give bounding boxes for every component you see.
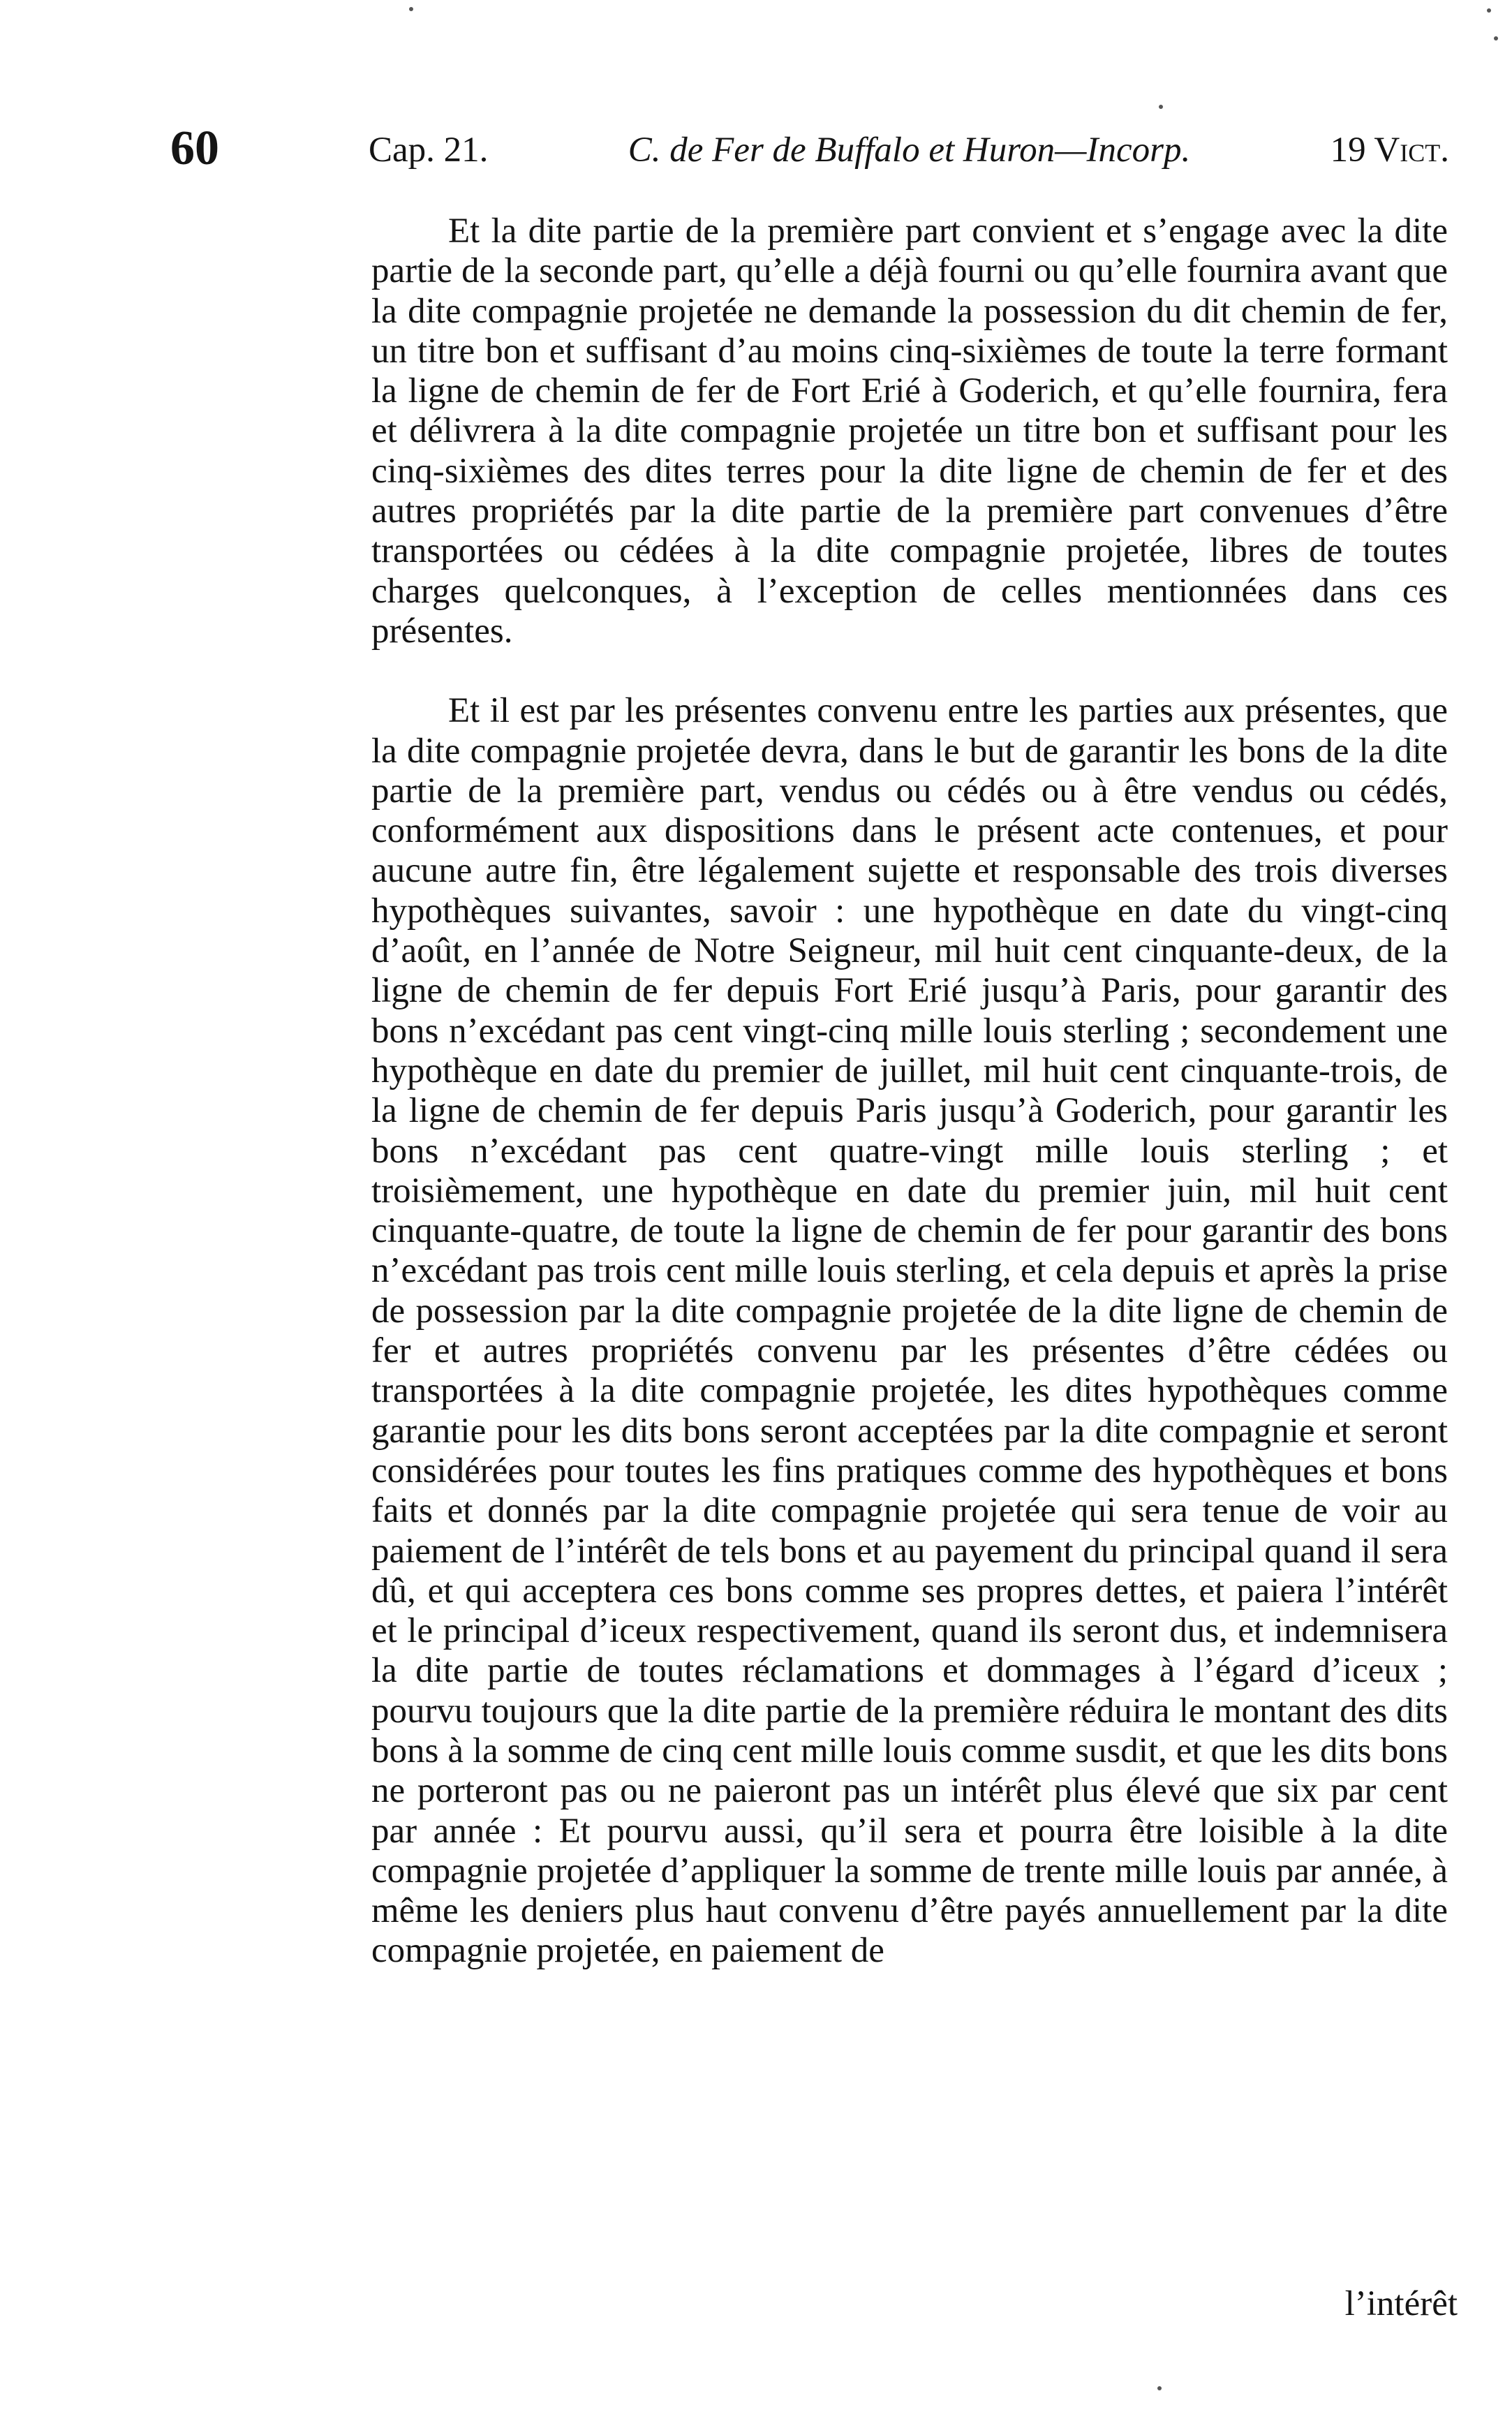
chapter-label: Cap. 21. [369,131,489,170]
act-title: C. de Fer de Buffalo et Huron—Incorp. [628,131,1191,170]
scan-speck [1159,105,1163,109]
catchword: l’intérêt [1344,2284,1458,2323]
paragraph: Et il est par les présentes convenu entre les parties aux présentes, que la dite compagnie projetée devra, dans le but de garantir les bons de la dite partie de la première part, vendus ou cédés ou à être vendus ou cédés, conformément aux dispositions dans le présent acte contenues, et pour aucune autre fin, être légalement sujette et responsable des trois diverses hypothèques suivantes, savoir : une hypothèque en date du vingt-cinq d’août, en l’année de Notre Seigneur, mil huit cent cinquante-deux, de la ligne de chemin de fer depuis Fort Erié jusqu’à Paris, pour garantir des bons n’excédant pas cent vingt-cinq mille louis sterling ; secondement une hypothèque en date du premier de juillet, mil huit cent cinquante-trois, de la ligne de chemin de fer depuis Paris jusqu’à Goderich, pour garantir les bons n’excédant pas cent quatre-vingt mille louis sterling ; et troisièmement, une hypothèque en date du premier juin, mil huit cent cinquante-quatre, de toute la ligne de chemin de fer pour garantir des bons n’excédant pas trois cent mille louis sterling, et cela depuis et après la prise de possession par la dite compagnie projetée de la dite ligne de chemin de fer et autres propriétés convenu par les présentes d’être cédées ou transportées à la dite compagnie projetée, les dites hypothèques comme garantie pour les dits bons seront acceptées par la dite compagnie et seront considérées pour toutes les fins pratiques comme des hypothèques et bons faits et donnés par la dite compagnie projetée qui sera tenue de voir au paiement de l’intérêt de tels bons et au payement du principal quand il sera dû, et qui acceptera ces bons comme ses propres dettes, et paiera l’intérêt et le principal d’iceux respectivement, quand ils seront dus, et indemnisera la dite partie de toutes réclamations et dommages à l’égard d’iceux ; pourvu toujours que la dite partie de la première réduira le montant des dits bons à la somme de cinq cent mille louis comme susdit, et que les dits bons ne porteront pas ou ne paieront pas un intérêt plus élevé que six par cent par année : Et pourvu aussi, qu’il sera et pourra être loisible à la dite compagnie projetée d’appliquer la somme de trente mille louis par année, à même les deniers plus haut convenu d’être payés annuellement par la dite compagnie projetée, en paiement de [371,691,1448,1971]
page-number: 60 [170,121,219,175]
scan-speck [1157,2386,1162,2390]
regnal-year: 19 Vict. [1330,131,1449,170]
scan-speck [1487,8,1491,13]
paragraph: Et la dite partie de la première part convient et s’engage avec la dite partie de la seconde part, qu’elle a déjà fourni ou qu’elle fournira avant que la dite compagnie projetée ne demande la possession du dit chemin de fer, un titre bon et suffisant d’au moins cinq-sixièmes de toute la terre formant la ligne de chemin de fer de Fort Erié à Goderich, et qu’elle fournira, fera et délivrera à la dite compagnie projetée un titre bon et suffisant pour les cinq-sixièmes des dites terres pour la dite ligne de chemin de fer et des autres propriétés par la dite partie de la première part convenues d’être transportées ou cédées à la dite compagnie projetée, libres de toutes charges quelconques, à l’exception de celles mentionnées dans ces présentes. [371,212,1448,651]
scan-speck [1494,36,1498,40]
scan-speck [409,7,413,11]
body-text [371,212,1448,1972]
running-head [369,133,1449,168]
